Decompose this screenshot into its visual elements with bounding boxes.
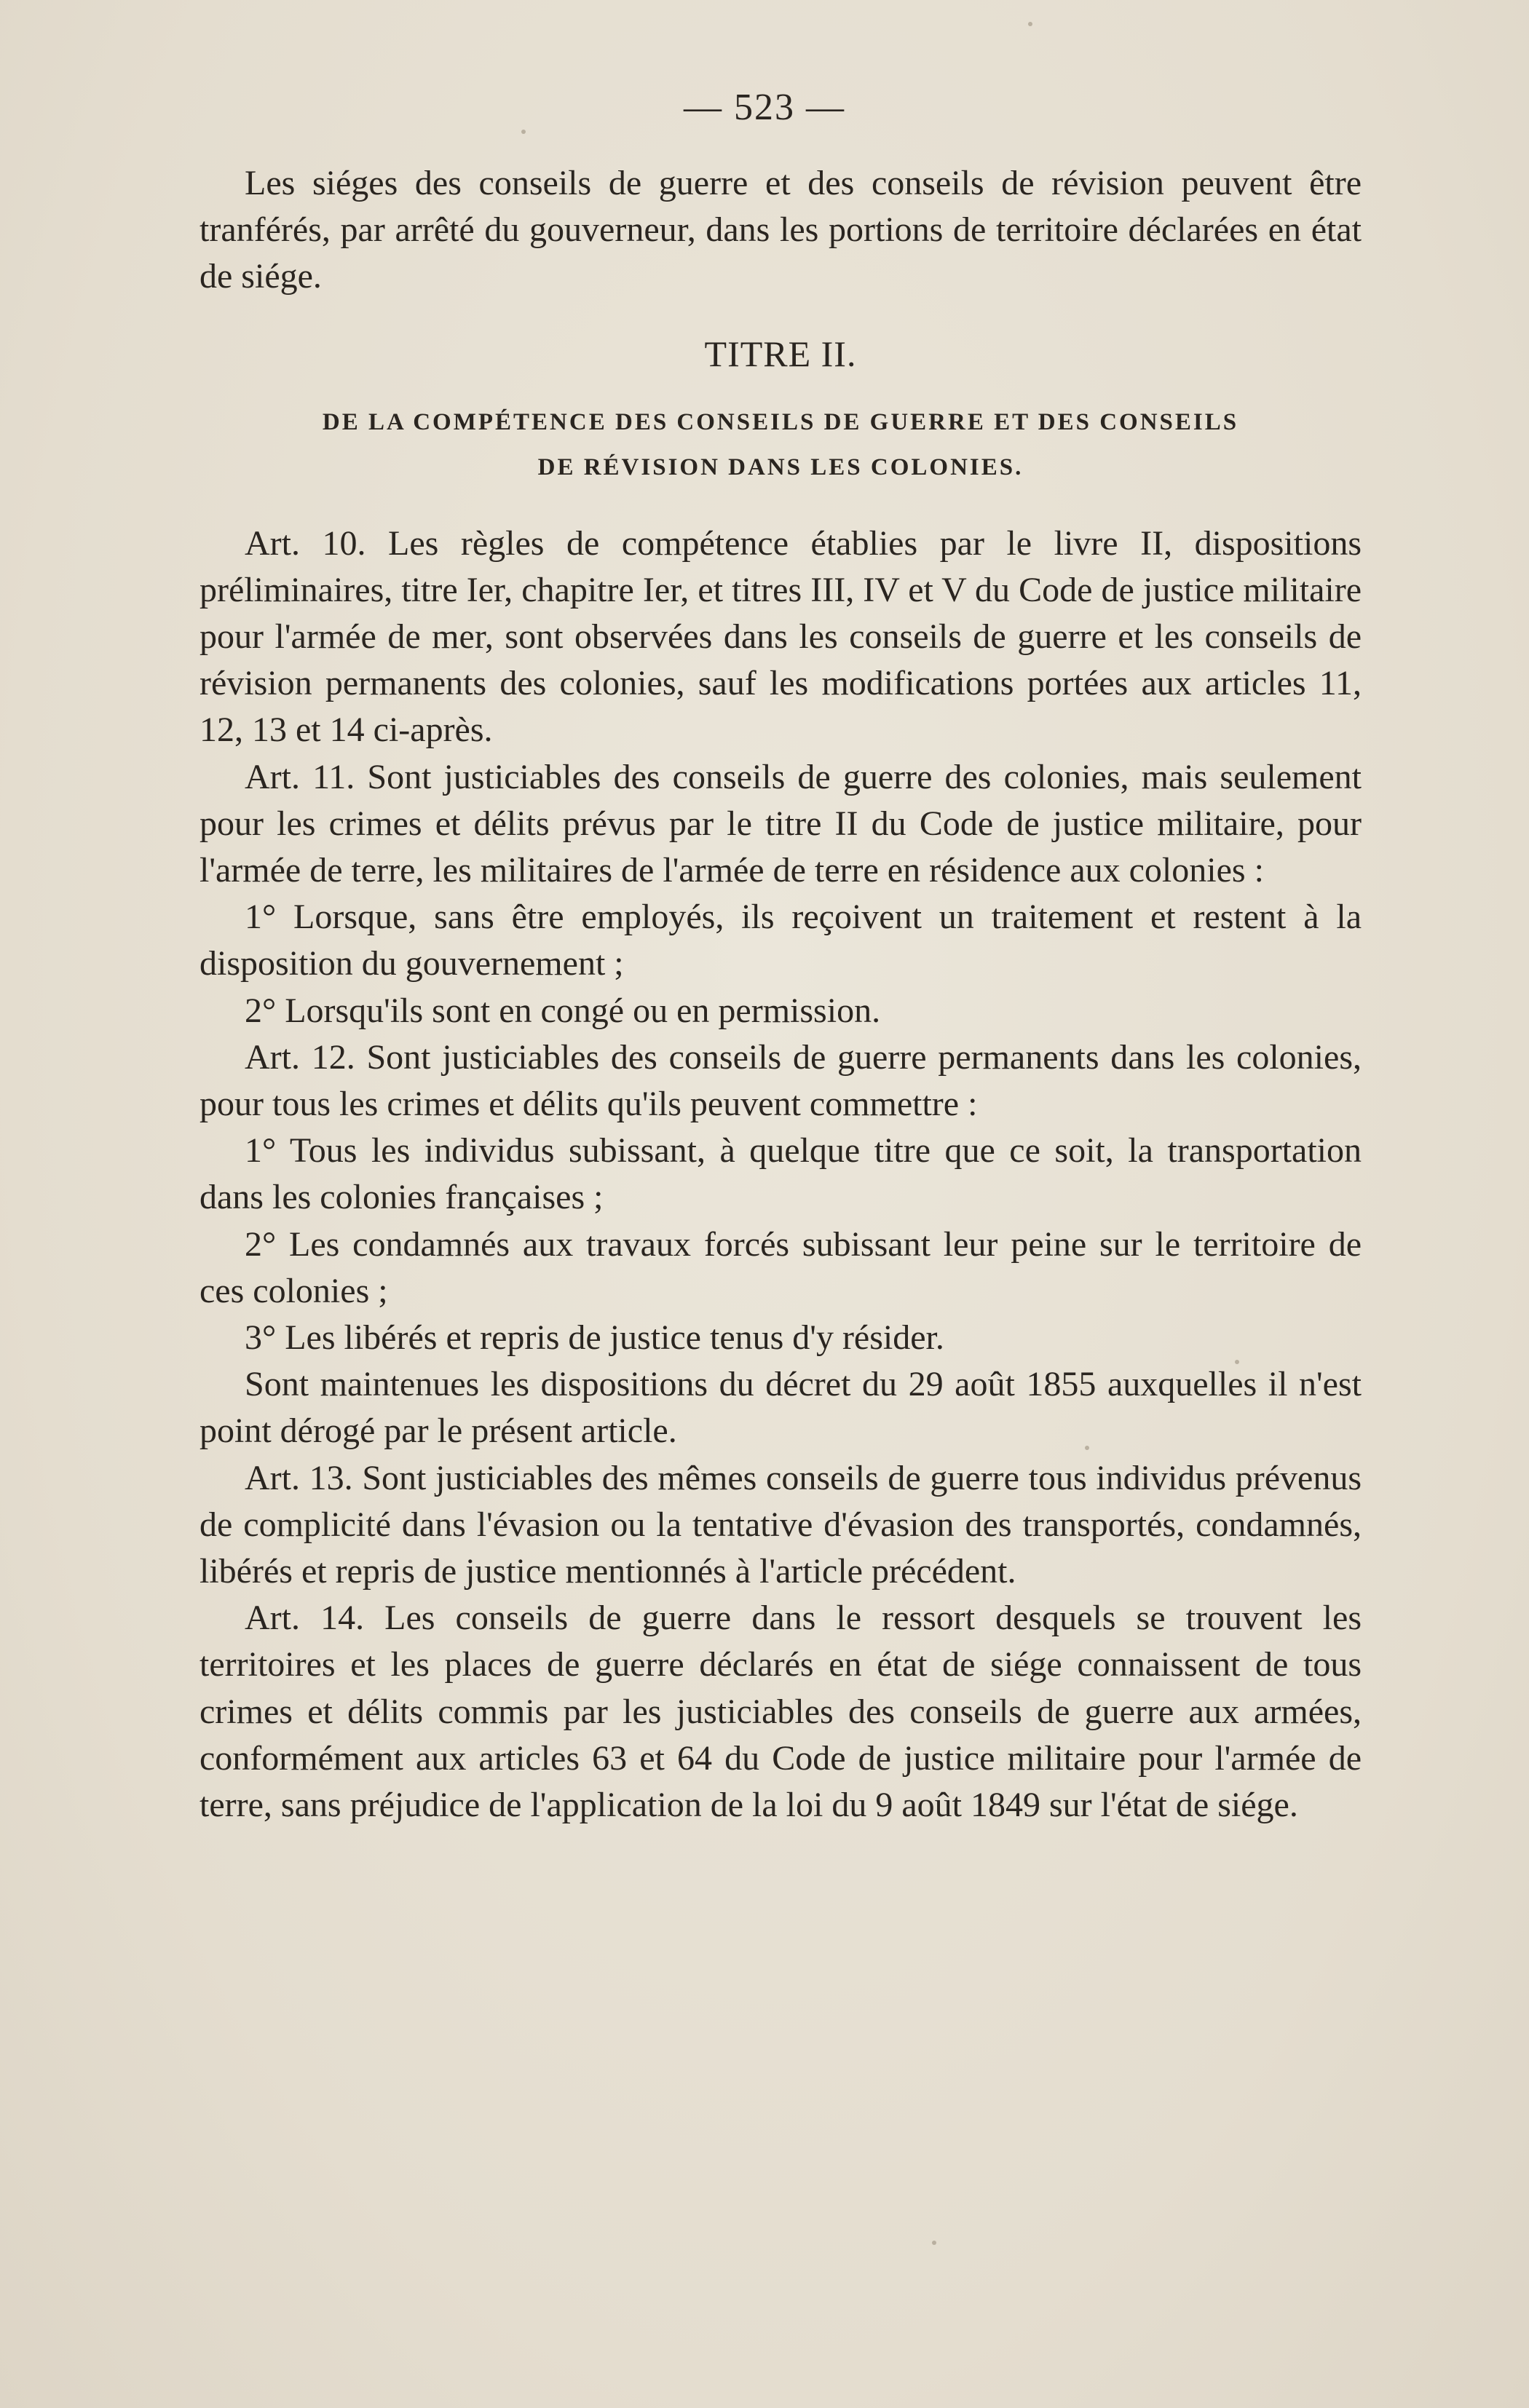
article-13: Art. 13. Sont justiciables des mêmes conseils de guerre tous individus prévenus de complicité dans l'évasion ou la tentative d'évasion des transportés, condamnés, libérés et repris de justice mentionnés à l'article précédent.: [199, 1458, 1362, 1591]
article-12: Art. 12. Sont justiciables des conseils de guerre permanents dans les colonies, pour tous les crimes et délits qu'ils peuvent commettre :: [199, 1037, 1362, 1124]
article-12-item-3: 3° Les libérés et repris de justice tenus d'y résider.: [245, 1318, 944, 1358]
article-12-note: Sont maintenues les dispositions du décret du 29 août 1855 auxquelles il n'est point dérogé par le présent article.: [199, 1365, 1362, 1451]
section-subtitle: [199, 400, 1362, 490]
section-title: TITRE II.: [704, 333, 857, 374]
body-text: [199, 160, 1362, 1829]
article-10: Art. 10. Les règles de compétence établies par le livre II, dispositions préliminaires, titre Ier, chapitre Ier, et titres III, IV et V du Code de justice militaire pour l'armée de mer, sont observées dans les conseils de guerre et les conseils de révision permanents des colonies, sauf les modifications portées aux articles 11, 12, 13 et 14 ci-après.: [199, 523, 1362, 750]
page-number: — 523 —: [684, 87, 845, 128]
paper-speck: [1235, 1360, 1239, 1364]
article-11-item-2: 2° Lorsqu'ils sont en congé ou en permission.: [245, 991, 881, 1030]
paper-speck: [1028, 22, 1032, 26]
article-12-item-2: 2° Les condamnés aux travaux forcés subissant leur peine sur le territoire de ces colonies ;: [199, 1224, 1362, 1310]
subtitle-line-1: DE LA COMPÉTENCE DES CONSEILS DE GUERRE ET DES CONSEILS: [322, 408, 1239, 435]
article-11-item-1: 1° Lorsque, sans être employés, ils reçoivent un traitement et restent à la disposition du gouvernement ;: [199, 898, 1362, 983]
paper-speck: [521, 130, 526, 134]
intro-paragraph: Les siéges des conseils de guerre et des conseils de révision peuvent être tranférés, par arrêté du gouverneur, dans les portions de territoire déclarées en état de siége.: [199, 164, 1362, 296]
paper-speck: [932, 2241, 936, 2245]
article-14: Art. 14. Les conseils de guerre dans le ressort desquels se trouvent les territoires et les places de guerre déclarés en état de siége connaissent de tous crimes et délits commis par les justiciables des conseils de guerre aux armées, conformément aux articles 63 et 64 du Code de justice militaire pour l'armée de terre, sans préjudice de l'application de la loi du 9 août 1849 sur l'état de siége.: [199, 1599, 1362, 1825]
paper-speck: [1085, 1446, 1089, 1450]
subtitle-line-2: DE RÉVISION DANS LES COLONIES.: [537, 454, 1024, 480]
article-12-item-1: 1° Tous les individus subissant, à quelque titre que ce soit, la transportation dans les colonies françaises ;: [199, 1131, 1362, 1217]
article-11: Art. 11. Sont justiciables des conseils de guerre des colonies, mais seulement pour les crimes et délits prévus par le titre II du Code de justice militaire, pour l'armée de terre, les militaires de l'armée de terre en résidence aux colonies :: [199, 757, 1362, 890]
